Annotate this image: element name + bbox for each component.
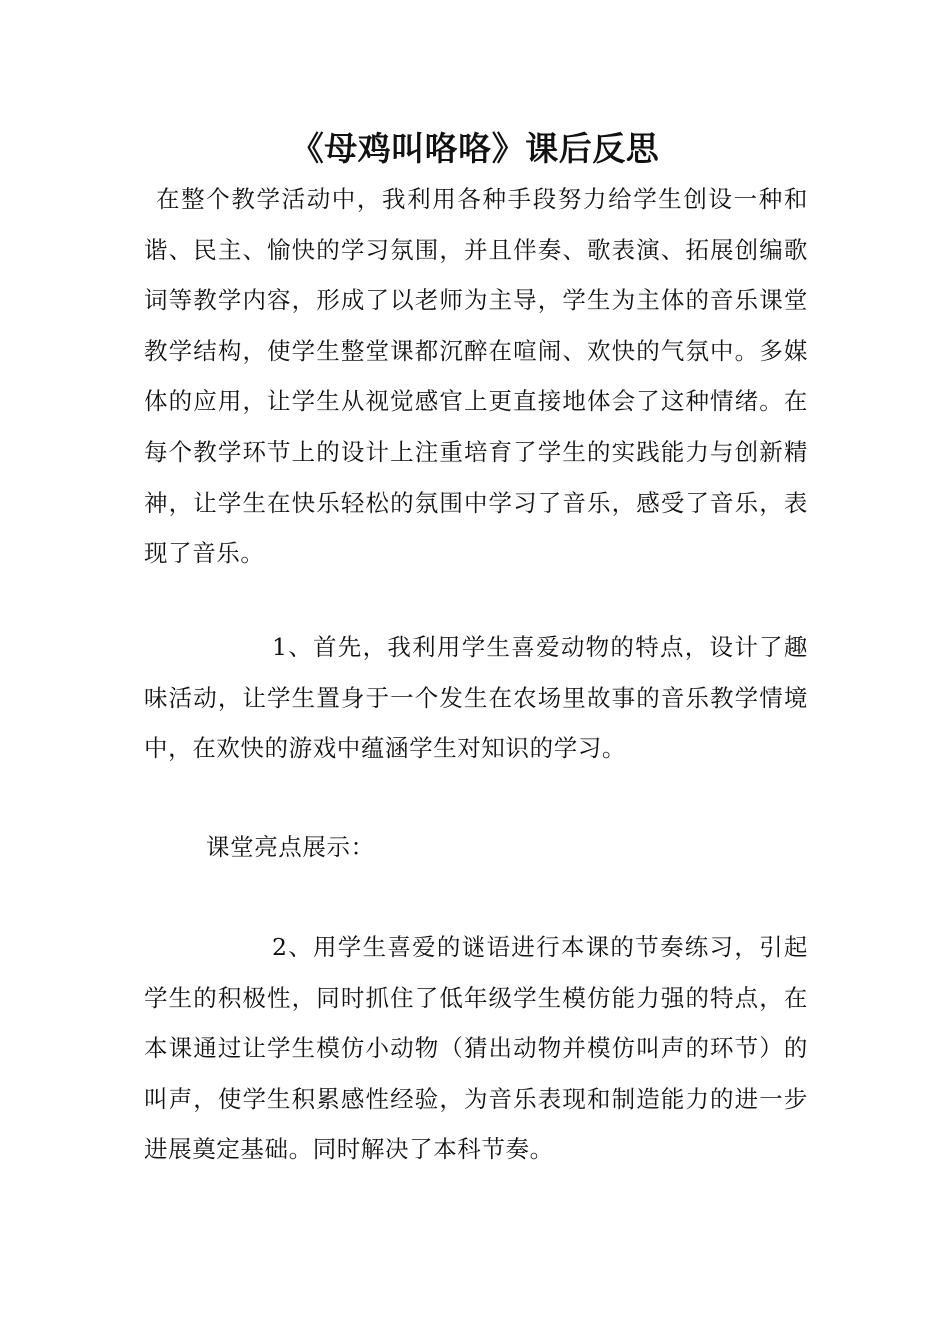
paragraph-highlights-heading: 课堂亮点展示：	[206, 833, 375, 861]
document-title: 《母鸡叫咯咯》课后反思	[290, 129, 660, 168]
paragraph-intro: 在整个教学活动中，我利用各种手段努力给学生创设一种和谐、民主、愉快的学习氛围，并且伴奏、歌表演、拓展创编歌词等教学内容，形成了以老师为主导，学生为主体的音乐课堂教学结构，使学生整堂课都沉醉在喧闹、欢快的气氛中。多媒体的应用，让学生从视觉感官上更直接地体会了这种情绪。在每个教学环节上的设计上注重培育了学生的实践能力与创新精神，让学生在快乐轻松的氛围中学习了音乐，感受了音乐，表现了音乐。	[144, 185, 808, 568]
paragraph-point-1: 1、首先，我利用学生喜爱动物的特点，设计了趣味活动，让学生置身于一个发生在农场里故事的音乐教学情境中，在欢快的游戏中蕴涵学生对知识的学习。	[144, 633, 808, 763]
paragraph-point-2: 2、用学生喜爱的谜语进行本课的节奏练习，引起学生的积极性，同时抓住了低年级学生模仿能力强的特点，在本课通过让学生模仿小动物（猜出动物并模仿叫声的环节）的叫声，使学生积累感性经验，为音乐表现和制造能力的进一步进展奠定基础。同时解决了本科节奏。	[144, 933, 808, 1164]
